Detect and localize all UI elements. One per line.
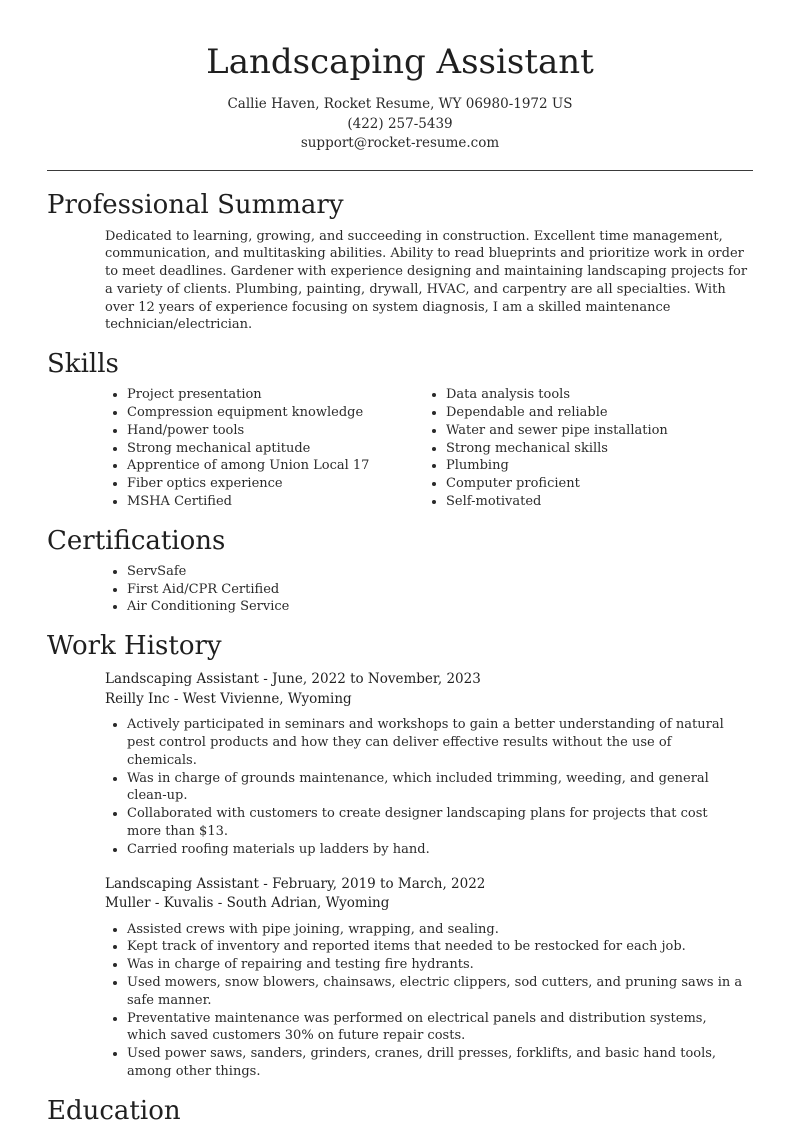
skills-column-left: [105, 386, 424, 511]
skill-item: • Data analysis tools: [446, 386, 743, 404]
certifications-heading: Certifications: [47, 525, 226, 556]
job-bullets: [105, 716, 745, 858]
skill-item: • Water and sewer pipe installation: [446, 422, 743, 440]
header-divider: [47, 170, 753, 171]
summary-text: Dedicated to learning, growing, and succeeding in construction. Excellent time management, communication, and multitasking abilities. Ability to read blueprints and prioritize work in order to meet deadlines. Gardener with experience designing and maintaining landscaping projects for a variety of clients. Plumbing, painting, drywall, HVAC, and carpentry are all specialties. With over 12 years of experience focusing on system diagnosis, I am a skilled maintenance technician/electrician.: [105, 228, 748, 333]
job-bullet: • Used mowers, snow blowers, chainsaws, electric clippers, sod cutters, and pruning saws in a safe manner.: [127, 974, 745, 1010]
job-bullets: [105, 921, 745, 1081]
job-role-line: Landscaping Assistant - February, 2019 to March, 2022: [105, 875, 486, 892]
job-bullet: • Was in charge of repairing and testing fire hydrants.: [127, 956, 745, 974]
skill-item: • Self-motivated: [446, 493, 743, 511]
skill-item: • Compression equipment knowledge: [127, 404, 424, 422]
job-bullet: • Collaborated with customers to create designer landscaping plans for projects that cost more than $13.: [127, 805, 745, 841]
work-history-heading: Work History: [47, 631, 222, 662]
skills-column-right: [424, 386, 743, 511]
skill-item: • Dependable and reliable: [446, 404, 743, 422]
contact-phone: (422) 257-5439: [347, 115, 453, 132]
job-bullet: • Actively participated in seminars and workshops to gain a better understanding of natural pest control products and how they can deliver effective results without the use of chemicals.: [127, 716, 745, 769]
job-role-line: Landscaping Assistant - June, 2022 to November, 2023: [105, 671, 481, 688]
skill-item: • Project presentation: [127, 386, 424, 404]
contact-address: Callie Haven, Rocket Resume, WY 06980-1972 US: [227, 96, 573, 112]
job-company-line: Muller - Kuvalis - South Adrian, Wyoming: [105, 895, 390, 912]
job-company-line: Reilly Inc - West Vivienne, Wyoming: [105, 690, 352, 707]
skills-heading: Skills: [47, 349, 119, 380]
skill-item: • Strong mechanical aptitude: [127, 440, 424, 458]
certification-item: • Air Conditioning Service: [127, 598, 800, 616]
skill-item: • Apprentice of among Union Local 17: [127, 457, 424, 475]
skill-item: • Fiber optics experience: [127, 475, 424, 493]
job-bullet: • Was in charge of grounds maintenance, which included trimming, weeding, and general clean-up.: [127, 770, 745, 806]
summary-heading: Professional Summary: [47, 189, 344, 220]
contact-email: support@rocket-resume.com: [300, 135, 500, 151]
education-heading: Education: [47, 1095, 181, 1126]
skills-list: [105, 386, 755, 511]
skill-item: • Plumbing: [446, 457, 743, 475]
job-bullet: • Assisted crews with pipe joining, wrapping, and sealing.: [127, 921, 745, 939]
skill-item: • Hand/power tools: [127, 422, 424, 440]
skill-item: • Computer proficient: [446, 475, 743, 493]
job-entry: [0, 670, 800, 858]
job-bullet: • Kept track of inventory and reported items that needed to be restocked for each job.: [127, 938, 745, 956]
skill-item: • Strong mechanical skills: [446, 440, 743, 458]
contact-block: [0, 95, 800, 154]
certification-item: • First Aid/CPR Certified: [127, 581, 800, 599]
certifications-list: [105, 563, 800, 616]
job-bullet: • Used power saws, sanders, grinders, cranes, drill presses, forklifts, and basic hand tools, among other things.: [127, 1045, 745, 1081]
job-bullet: • Preventative maintenance was performed on electrical panels and distribution systems, which saved customers 30% on future repair costs.: [127, 1010, 745, 1046]
resume-name: Landscaping Assistant: [206, 42, 594, 82]
job-bullet: • Carried roofing materials up ladders by hand.: [127, 841, 745, 859]
certification-item: • ServSafe: [127, 563, 800, 581]
job-entry: [0, 875, 800, 1081]
skill-item: • MSHA Certified: [127, 493, 424, 511]
